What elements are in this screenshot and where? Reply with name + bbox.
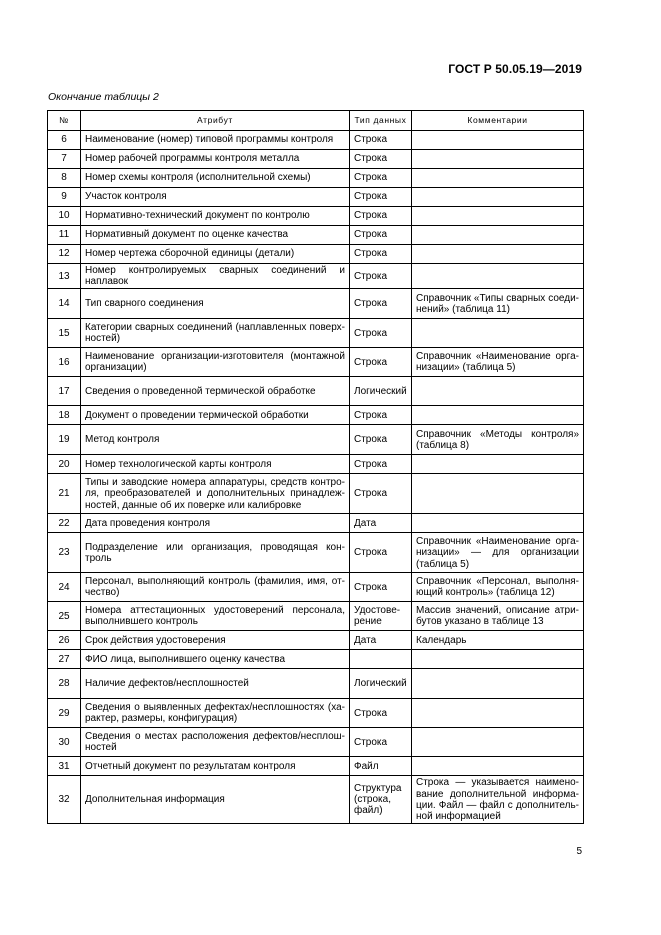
row-data-type: Строка xyxy=(350,728,412,757)
row-data-type: Строка xyxy=(350,699,412,728)
row-number: 20 xyxy=(48,455,81,474)
row-attribute: Подразделение или организация, проводящая контроль xyxy=(81,533,350,573)
row-comment xyxy=(412,226,584,245)
row-data-type: Дата xyxy=(350,631,412,650)
row-number: 9 xyxy=(48,188,81,207)
row-number: 25 xyxy=(48,602,81,631)
table-row xyxy=(48,406,584,425)
row-attribute: Номер рабочей программы контроля металла xyxy=(81,150,350,169)
row-data-type: Строка xyxy=(350,533,412,573)
row-number: 21 xyxy=(48,474,81,514)
row-attribute: Наименование организации-изготовителя (монтажной организации) xyxy=(81,348,350,377)
table-row xyxy=(48,757,584,776)
row-comment xyxy=(412,669,584,699)
row-data-type: Строка xyxy=(350,455,412,474)
row-attribute: Метод контроля xyxy=(81,425,350,455)
row-attribute: Наличие дефектов/несплошностей xyxy=(81,669,350,699)
row-number: 27 xyxy=(48,650,81,669)
table-row xyxy=(48,573,584,602)
row-number: 17 xyxy=(48,377,81,406)
row-comment: Справочник «Методы контроля» (таблица 8) xyxy=(412,425,584,455)
row-comment: Строка — указывается наименование дополнительной информации. Файл — файл с дополнительной информацией xyxy=(412,776,584,824)
row-comment: Справочник «Типы сварных соединений» (таблица 11) xyxy=(412,289,584,319)
page-number: 5 xyxy=(576,846,582,857)
attributes-table xyxy=(47,110,584,824)
row-number: 14 xyxy=(48,289,81,319)
table-row xyxy=(48,150,584,169)
row-attribute: ФИО лица, выполнившего оценку качества xyxy=(81,650,350,669)
row-data-type: Строка xyxy=(350,150,412,169)
row-comment xyxy=(412,245,584,264)
table-row xyxy=(48,533,584,573)
table-row xyxy=(48,728,584,757)
row-comment xyxy=(412,319,584,348)
document-code: ГОСТ Р 50.05.19—2019 xyxy=(448,62,582,76)
row-comment: Справочник «Наименование организации» — для организации (таблица 5) xyxy=(412,533,584,573)
row-attribute: Сведения о проведенной термической обработке xyxy=(81,377,350,406)
row-number: 13 xyxy=(48,264,81,289)
row-data-type: Строка xyxy=(350,131,412,150)
row-number: 32 xyxy=(48,776,81,824)
header-data-type: Тип данных xyxy=(350,111,412,131)
table-row xyxy=(48,207,584,226)
header-number: № xyxy=(48,111,81,131)
table-row xyxy=(48,319,584,348)
table-row xyxy=(48,169,584,188)
row-number: 7 xyxy=(48,150,81,169)
row-data-type: Строка xyxy=(350,319,412,348)
table-row xyxy=(48,131,584,150)
row-data-type: Логический xyxy=(350,669,412,699)
row-comment xyxy=(412,150,584,169)
row-data-type: Строка xyxy=(350,264,412,289)
table-row xyxy=(48,776,584,824)
table-row xyxy=(48,226,584,245)
row-attribute: Нормативный документ по оценке качества xyxy=(81,226,350,245)
row-attribute: Нормативно-технический документ по контролю xyxy=(81,207,350,226)
row-number: 23 xyxy=(48,533,81,573)
row-attribute: Документ о проведении термической обработки xyxy=(81,406,350,425)
table-row xyxy=(48,474,584,514)
row-data-type: Строка xyxy=(350,406,412,425)
row-data-type: Структура (строка, файл) xyxy=(350,776,412,824)
row-number: 19 xyxy=(48,425,81,455)
row-comment xyxy=(412,455,584,474)
row-number: 15 xyxy=(48,319,81,348)
row-attribute: Отчетный документ по результатам контроля xyxy=(81,757,350,776)
row-comment: Справочник «Персонал, выполняющий контроль» (таблица 12) xyxy=(412,573,584,602)
table-row xyxy=(48,455,584,474)
row-number: 28 xyxy=(48,669,81,699)
table-caption: Окончание таблицы 2 xyxy=(48,91,159,103)
row-number: 30 xyxy=(48,728,81,757)
header-attribute: Атрибут xyxy=(81,111,350,131)
row-attribute: Категории сварных соединений (наплавленных поверхностей) xyxy=(81,319,350,348)
row-comment xyxy=(412,264,584,289)
row-number: 6 xyxy=(48,131,81,150)
row-data-type: Строка xyxy=(350,348,412,377)
row-attribute: Персонал, выполняющий контроль (фамилия, имя, отчество) xyxy=(81,573,350,602)
row-data-type: Строка xyxy=(350,226,412,245)
table-header-row xyxy=(48,111,584,131)
row-data-type: Дата xyxy=(350,514,412,533)
row-attribute: Номер чертежа сборочной единицы (детали) xyxy=(81,245,350,264)
row-comment xyxy=(412,169,584,188)
row-attribute: Дата проведения контроля xyxy=(81,514,350,533)
row-comment xyxy=(412,757,584,776)
row-comment: Справочник «Наименование организации» (таблица 5) xyxy=(412,348,584,377)
row-attribute: Сведения о местах расположения дефектов/несплошностей xyxy=(81,728,350,757)
table-row xyxy=(48,289,584,319)
row-number: 22 xyxy=(48,514,81,533)
row-number: 18 xyxy=(48,406,81,425)
row-attribute: Тип сварного соединения xyxy=(81,289,350,319)
table-row xyxy=(48,377,584,406)
row-comment xyxy=(412,728,584,757)
row-data-type: Строка xyxy=(350,425,412,455)
row-data-type: Файл xyxy=(350,757,412,776)
row-data-type: Строка xyxy=(350,188,412,207)
row-attribute: Номер контролируемых сварных соединений и наплавок xyxy=(81,264,350,289)
row-comment xyxy=(412,699,584,728)
row-attribute: Типы и заводские номера аппаратуры, средств контроля, преобразователей и дополнительных принадлежностей, данные об их поверке или калибровке xyxy=(81,474,350,514)
row-data-type: Логический xyxy=(350,377,412,406)
row-comment: Массив значений, описание атрибутов указано в таблице 13 xyxy=(412,602,584,631)
table-row xyxy=(48,348,584,377)
row-data-type: Удостоверение xyxy=(350,602,412,631)
row-attribute: Участок контроля xyxy=(81,188,350,207)
table-row xyxy=(48,188,584,207)
row-data-type: Строка xyxy=(350,207,412,226)
table-row xyxy=(48,245,584,264)
row-number: 29 xyxy=(48,699,81,728)
row-comment xyxy=(412,188,584,207)
table-row xyxy=(48,631,584,650)
row-comment xyxy=(412,207,584,226)
row-number: 24 xyxy=(48,573,81,602)
table-body xyxy=(48,131,584,824)
row-attribute: Номер технологической карты контроля xyxy=(81,455,350,474)
row-comment xyxy=(412,474,584,514)
row-number: 11 xyxy=(48,226,81,245)
table-row xyxy=(48,669,584,699)
row-comment xyxy=(412,514,584,533)
header-comments: Комментарии xyxy=(412,111,584,131)
row-comment xyxy=(412,377,584,406)
row-attribute: Сведения о выявленных дефектах/несплошностях (характер, размеры, конфигурация) xyxy=(81,699,350,728)
row-comment xyxy=(412,131,584,150)
row-number: 31 xyxy=(48,757,81,776)
row-attribute: Номера аттестационных удостоверений персонала, выполнившего контроль xyxy=(81,602,350,631)
row-comment xyxy=(412,650,584,669)
row-attribute: Дополнительная информация xyxy=(81,776,350,824)
row-number: 8 xyxy=(48,169,81,188)
row-number: 16 xyxy=(48,348,81,377)
row-attribute: Срок действия удостоверения xyxy=(81,631,350,650)
table-row xyxy=(48,602,584,631)
table-row xyxy=(48,699,584,728)
row-data-type: Строка xyxy=(350,245,412,264)
row-comment: Календарь xyxy=(412,631,584,650)
row-data-type xyxy=(350,650,412,669)
row-data-type: Строка xyxy=(350,169,412,188)
row-data-type: Строка xyxy=(350,289,412,319)
row-data-type: Строка xyxy=(350,474,412,514)
table-row xyxy=(48,514,584,533)
table-row xyxy=(48,264,584,289)
row-number: 12 xyxy=(48,245,81,264)
row-comment xyxy=(412,406,584,425)
row-attribute: Наименование (номер) типовой программы контроля xyxy=(81,131,350,150)
row-number: 26 xyxy=(48,631,81,650)
table-row xyxy=(48,650,584,669)
row-data-type: Строка xyxy=(350,573,412,602)
row-number: 10 xyxy=(48,207,81,226)
table-row xyxy=(48,425,584,455)
row-attribute: Номер схемы контроля (исполнительной схемы) xyxy=(81,169,350,188)
